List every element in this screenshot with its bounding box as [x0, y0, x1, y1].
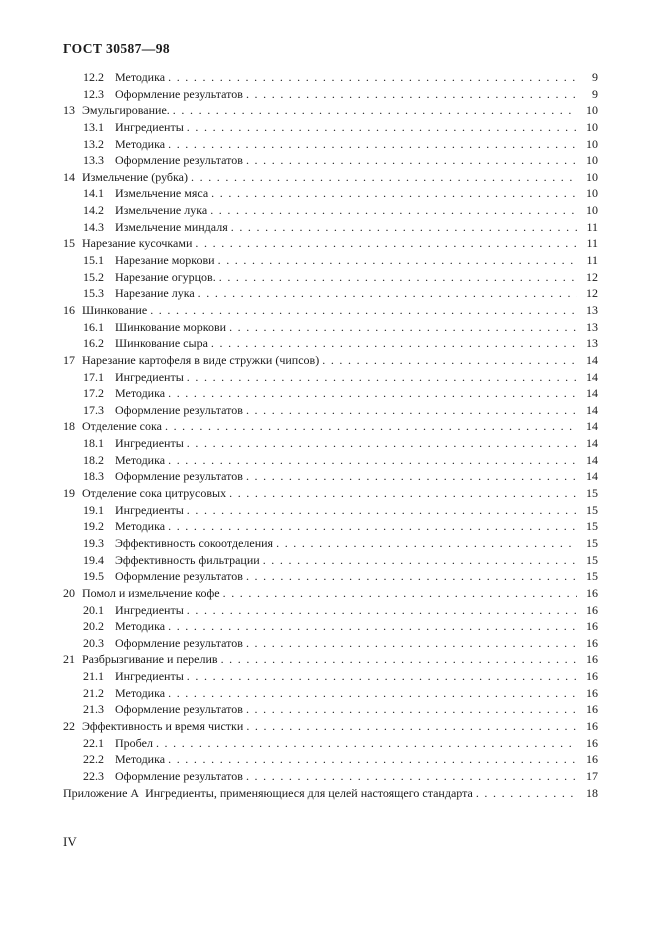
toc-entry-number: 21.3: [83, 702, 104, 717]
toc-entry-page: 10: [586, 153, 598, 168]
dot-leader: [263, 552, 577, 569]
dot-leader: [211, 185, 577, 202]
toc-entry: [63, 302, 598, 319]
dot-leader: [150, 302, 577, 319]
dot-leader: [322, 352, 577, 369]
toc-entry-number: 18.1: [83, 436, 104, 451]
toc-entry-page: 10: [586, 186, 598, 201]
toc-entry-page: 10: [586, 136, 598, 151]
toc-entry-title: Методика: [115, 685, 166, 700]
toc-entry-title: Отделение сока: [82, 419, 162, 434]
toc-entry-number: 18.2: [83, 452, 104, 467]
dot-leader: [191, 169, 577, 186]
toc-entry: [63, 568, 598, 585]
toc-entry-number: 15: [63, 236, 75, 251]
toc-entry: [63, 518, 598, 535]
toc-entry-page: 13: [586, 336, 598, 351]
toc-entry: [63, 651, 598, 668]
toc-entry: [63, 369, 598, 386]
toc-entry-title: Эффективность сокоотделения: [115, 535, 274, 550]
toc-entry-title: Оформление результатов: [115, 569, 243, 584]
toc-entry-page: 16: [586, 752, 598, 767]
toc-entry: [63, 635, 598, 652]
toc-entry-number: 19.4: [83, 552, 104, 567]
toc-entry-page: 15: [586, 535, 598, 550]
dot-leader: [210, 202, 577, 219]
toc-entry: [63, 385, 598, 402]
toc-entry-title: Приложение А Ингредиенты, применяющиеся для целей настоящего стандарта: [63, 785, 473, 800]
toc-entry-number: 13.3: [83, 153, 104, 168]
toc-entry: [63, 335, 598, 352]
toc-entry-page: 16: [586, 619, 598, 634]
dot-leader: [187, 502, 577, 519]
toc-entry-page: 15: [586, 486, 598, 501]
dot-leader: [219, 269, 577, 286]
toc-entry-title: Эмульгирование.: [82, 103, 170, 118]
toc-entry-page: 15: [586, 552, 598, 567]
toc-entry: [63, 552, 598, 569]
toc-entry-number: 14.3: [83, 219, 104, 234]
toc-entry-number: 22.3: [83, 768, 104, 783]
toc-entry: [63, 219, 598, 236]
toc-entry: [63, 352, 598, 369]
toc-entry: [63, 418, 598, 435]
toc-entry-title: Ингредиенты: [115, 436, 184, 451]
toc-entry-number: 20.1: [83, 602, 104, 617]
dot-leader: [168, 518, 577, 535]
toc-entry-title: Ингредиенты: [115, 602, 184, 617]
toc-entry-number: 20: [63, 585, 75, 600]
toc-entry-page: 9: [592, 86, 598, 101]
toc-entry-title: Помол и измельчение кофе: [82, 585, 220, 600]
dot-leader: [168, 69, 577, 86]
toc-entry-page: 14: [586, 419, 598, 434]
toc-entry-page: 14: [586, 402, 598, 417]
toc-entry-page: 16: [586, 702, 598, 717]
toc-entry-page: 16: [586, 718, 598, 733]
toc-entry: [63, 535, 598, 552]
dot-leader: [246, 718, 577, 735]
dot-leader: [173, 102, 577, 119]
toc-entry-title: Ингредиенты: [115, 502, 184, 517]
toc-entry-title: Оформление результатов: [115, 153, 243, 168]
toc-entry-title: Методика: [115, 752, 166, 767]
toc-entry: [63, 668, 598, 685]
toc-entry: [63, 718, 598, 735]
toc-entry-number: 16.1: [83, 319, 104, 334]
toc-entry: [63, 618, 598, 635]
dot-leader: [231, 219, 577, 236]
toc-entry: [63, 452, 598, 469]
dot-leader: [229, 319, 577, 336]
toc-entry-page: 14: [586, 352, 598, 367]
dot-leader: [165, 418, 577, 435]
toc-entry-title: Методика: [115, 136, 166, 151]
toc-entry: [63, 136, 598, 153]
toc-entry-number: 18: [63, 419, 75, 434]
dot-leader: [246, 568, 577, 585]
dot-leader: [246, 768, 577, 785]
toc-entry-number: 14.1: [83, 186, 104, 201]
toc-entry-number: 12.3: [83, 86, 104, 101]
toc-entry-page: 14: [586, 386, 598, 401]
dot-leader: [198, 285, 577, 302]
dot-leader: [156, 735, 577, 752]
dot-leader: [168, 136, 577, 153]
toc-entry-page: 9: [592, 70, 598, 84]
toc-entry: [63, 185, 598, 202]
toc-entry-page: 11: [586, 236, 598, 251]
toc-entry-title: Методика: [115, 70, 166, 84]
toc-entry-number: 20.2: [83, 619, 104, 634]
toc-entry-title: Оформление результатов: [115, 402, 243, 417]
toc-entry-page: 16: [586, 602, 598, 617]
toc-entry: [63, 169, 598, 186]
toc-entry: [63, 735, 598, 752]
toc-entry: [63, 502, 598, 519]
dot-leader: [476, 785, 577, 802]
toc-entry-page: 14: [586, 436, 598, 451]
toc-entry-title: Методика: [115, 386, 166, 401]
toc-entry: [63, 152, 598, 169]
toc-entry-number: 16.2: [83, 336, 104, 351]
toc-entry-page: 13: [586, 302, 598, 317]
toc-entry: [63, 602, 598, 619]
toc-entry-number: 19: [63, 486, 75, 501]
toc-entry-number: 21.2: [83, 685, 104, 700]
dot-leader: [168, 751, 577, 768]
toc-entry: [63, 485, 598, 502]
toc-entry-page: 13: [586, 319, 598, 334]
dot-leader: [168, 452, 577, 469]
toc-entry-number: 12.2: [83, 70, 104, 84]
dot-leader: [246, 635, 577, 652]
toc-entry-page: 16: [586, 652, 598, 667]
toc-entry-title: Измельчение лука: [115, 203, 208, 218]
toc-entry-page: 16: [586, 585, 598, 600]
toc-entry-number: 16: [63, 302, 75, 317]
toc-entry-page: 16: [586, 735, 598, 750]
toc-entry-page: 10: [586, 169, 598, 184]
toc-entry-title: Ингредиенты: [115, 669, 184, 684]
toc-entry-title: Оформление результатов: [115, 635, 243, 650]
toc-entry-page: 11: [586, 253, 598, 268]
toc-entry-number: 13.2: [83, 136, 104, 151]
toc-entry-number: 14.2: [83, 203, 104, 218]
toc-entry-title: Нарезание моркови: [115, 253, 215, 268]
toc-entry-number: 14: [63, 169, 75, 184]
dot-leader: [187, 369, 577, 386]
dot-leader: [246, 152, 577, 169]
toc-entry-title: Оформление результатов: [115, 86, 243, 101]
toc-entry-title: Измельчение миндаля: [115, 219, 228, 234]
toc-entry: [63, 785, 598, 802]
dot-leader: [168, 618, 577, 635]
toc-entry-title: Отделение сока цитрусовых: [82, 486, 227, 501]
dot-leader: [187, 435, 577, 452]
toc-entry: [63, 768, 598, 785]
dot-leader: [246, 86, 577, 103]
toc-entry-title: Нарезание кусочками: [82, 236, 193, 251]
toc-entry-page: 11: [586, 219, 598, 234]
toc-entry-title: Шинкование: [82, 302, 148, 317]
toc-entry-title: Нарезание огурцов.: [115, 269, 216, 284]
dot-leader: [187, 602, 577, 619]
toc-entry-number: 22: [63, 718, 75, 733]
toc-entry: [63, 319, 598, 336]
toc-entry: [63, 102, 598, 119]
toc-entry-number: 13.1: [83, 119, 104, 134]
toc-entry-page: 14: [586, 469, 598, 484]
toc-entry-page: 18: [586, 785, 598, 800]
toc-entry-title: Пробел: [115, 735, 153, 750]
toc-entry-page: 12: [586, 269, 598, 284]
toc-entry: [63, 69, 598, 86]
dot-leader: [276, 535, 577, 552]
toc-entry-number: 17.2: [83, 386, 104, 401]
toc-entry-number: 21: [63, 652, 75, 667]
dot-leader: [229, 485, 577, 502]
toc-entry-number: 21.1: [83, 669, 104, 684]
toc-entry: [63, 86, 598, 103]
toc-entry-title: Методика: [115, 519, 166, 534]
toc-entry-title: Эффективность фильтрации: [115, 552, 260, 567]
toc-entry-page: 14: [586, 452, 598, 467]
toc-entry: [63, 685, 598, 702]
toc-entry-number: 17.3: [83, 402, 104, 417]
dot-leader: [168, 385, 577, 402]
toc-entry-page: 15: [586, 502, 598, 517]
toc-entry-page: 16: [586, 635, 598, 650]
page-number-footer: IV: [63, 834, 77, 849]
toc-entry-number: 20.3: [83, 635, 104, 650]
toc-entry-title: Нарезание картофеля в виде стружки (чипсов): [82, 352, 320, 367]
toc-entry: [63, 119, 598, 136]
dot-leader: [246, 701, 577, 718]
toc-entry-page: 16: [586, 669, 598, 684]
toc-entry-title: Оформление результатов: [115, 702, 243, 717]
toc-entry-title: Нарезание лука: [115, 286, 195, 301]
toc-entry-title: Разбрызгивание и перелив: [82, 652, 218, 667]
toc-entry-title: Измельчение (рубка): [82, 169, 188, 184]
toc-entry-title: Методика: [115, 452, 166, 467]
toc-entry: [63, 252, 598, 269]
toc-entry-number: 19.5: [83, 569, 104, 584]
dot-leader: [246, 402, 577, 419]
toc-entry-number: 22.1: [83, 735, 104, 750]
toc-entry-title: Оформление результатов: [115, 768, 243, 783]
toc-entry-number: 19.3: [83, 535, 104, 550]
toc-entry: [63, 235, 598, 252]
toc-entry-number: 22.2: [83, 752, 104, 767]
toc-entry-page: 14: [586, 369, 598, 384]
toc-entry: [63, 585, 598, 602]
toc-entry-number: 15.1: [83, 253, 104, 268]
toc-entry-page: 16: [586, 685, 598, 700]
toc-entry-page: 15: [586, 569, 598, 584]
toc-entry-title: Эффективность и время чистки: [82, 718, 244, 733]
toc-entry: [63, 751, 598, 768]
toc-entry: [63, 202, 598, 219]
toc-entry-number: 18.3: [83, 469, 104, 484]
toc-entry-title: Оформление результатов: [115, 469, 243, 484]
dot-leader: [246, 468, 577, 485]
toc-entry-title: Ингредиенты: [115, 369, 184, 384]
toc-entry-number: 15.2: [83, 269, 104, 284]
toc-entry-page: 10: [586, 103, 598, 118]
toc-entry-page: 17: [586, 768, 598, 783]
toc-entry-number: 19.1: [83, 502, 104, 517]
toc-entry: [63, 701, 598, 718]
toc-entry: [63, 285, 598, 302]
dot-leader: [211, 335, 577, 352]
toc-entry-number: 15.3: [83, 286, 104, 301]
toc-entry-title: Шинкование сыра: [115, 336, 208, 351]
toc-entry-title: Методика: [115, 619, 166, 634]
toc-entry-page: 10: [586, 119, 598, 134]
dot-leader: [187, 668, 577, 685]
toc-entry-title: Измельчение мяса: [115, 186, 209, 201]
toc-entry-page: 10: [586, 203, 598, 218]
toc-entry-title: Ингредиенты: [115, 119, 184, 134]
toc-entry: [63, 435, 598, 452]
table-of-contents: [63, 69, 598, 801]
toc-entry-number: 13: [63, 103, 75, 118]
dot-leader: [223, 585, 577, 602]
dot-leader: [218, 252, 577, 269]
dot-leader: [187, 119, 577, 136]
dot-leader: [195, 235, 577, 252]
toc-entry: [63, 269, 598, 286]
dot-leader: [221, 651, 577, 668]
toc-entry: [63, 402, 598, 419]
toc-entry-number: 19.2: [83, 519, 104, 534]
toc-entry-page: 15: [586, 519, 598, 534]
toc-entry-number: 17: [63, 352, 75, 367]
dot-leader: [168, 685, 577, 702]
toc-entry-page: 12: [586, 286, 598, 301]
toc-entry-title: Шинкование моркови: [115, 319, 227, 334]
toc-entry-number: 17.1: [83, 369, 104, 384]
standard-code-header: ГОСТ 30587—98: [63, 41, 170, 56]
toc-entry: [63, 468, 598, 485]
